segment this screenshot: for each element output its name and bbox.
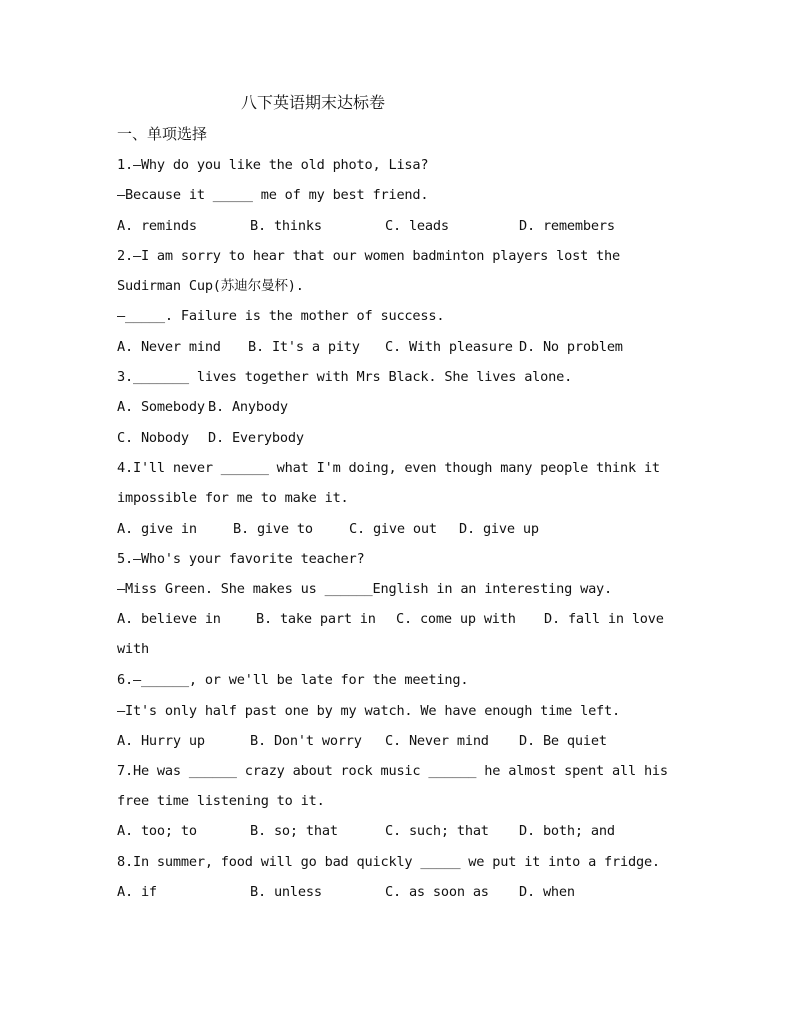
question-8-option-a[interactable]: A. if: [117, 884, 157, 900]
question-5-option-b[interactable]: B. take part in: [256, 611, 376, 627]
question-8-option-b[interactable]: B. unless: [250, 884, 322, 900]
question-4-option-d[interactable]: D. give up: [459, 521, 539, 537]
question-5-answer-line: —Miss Green. She makes us ______English in an interesting way.: [117, 581, 613, 597]
question-7-stem: 7.He was ______ crazy about rock music ______ he almost spent all his: [117, 763, 668, 779]
question-3-option-c[interactable]: C. Nobody: [117, 430, 189, 446]
question-7-option-d[interactable]: D. both; and: [519, 823, 615, 839]
question-6-option-a[interactable]: A. Hurry up: [117, 733, 205, 749]
question-5-option-a[interactable]: A. believe in: [117, 611, 221, 627]
question-3-stem: 3._______ lives together with Mrs Black. She lives alone.: [117, 369, 573, 385]
question-7-option-b[interactable]: B. so; that: [250, 823, 338, 839]
question-7-stem-continued: free time listening to it.: [117, 793, 325, 809]
question-7-option-a[interactable]: A. too; to: [117, 823, 197, 839]
question-7-option-c[interactable]: C. such; that: [385, 823, 489, 839]
question-6-option-b[interactable]: B. Don't worry: [250, 733, 362, 749]
question-2-answer-line: —_____. Failure is the mother of success.: [117, 308, 445, 324]
question-1-option-a[interactable]: A. reminds: [117, 218, 197, 234]
question-6-answer-line: —It's only half past one by my watch. We have enough time left.: [117, 703, 621, 719]
page-title: 八下英语期末达标卷: [241, 93, 386, 112]
question-2-stem-continued: Sudirman Cup(苏迪尔曼杯).: [117, 278, 304, 294]
question-2-option-a[interactable]: A. Never mind: [117, 339, 221, 355]
question-6-option-c[interactable]: C. Never mind: [385, 733, 489, 749]
question-4-option-b[interactable]: B. give to: [233, 521, 313, 537]
question-2-option-b[interactable]: B. It's a pity: [248, 339, 360, 355]
question-5-option-c[interactable]: C. come up with: [396, 611, 516, 627]
question-8-stem: 8.In summer, food will go bad quickly _____ we put it into a fridge.: [117, 854, 660, 870]
section-heading: 一、单项选择: [117, 125, 208, 143]
question-1-option-b[interactable]: B. thinks: [250, 218, 322, 234]
question-1-option-d[interactable]: D. remembers: [519, 218, 615, 234]
question-3-option-b[interactable]: B. Anybody: [208, 399, 288, 415]
question-8-option-d[interactable]: D. when: [519, 884, 575, 900]
question-2-option-c[interactable]: C. With pleasure: [385, 339, 513, 355]
question-6-option-d[interactable]: D. Be quiet: [519, 733, 607, 749]
question-4-stem: 4.I'll never ______ what I'm doing, even though many people think it: [117, 460, 660, 476]
question-3-option-a[interactable]: A. Somebody: [117, 399, 205, 415]
question-1-stem: 1.—Why do you like the old photo, Lisa?: [117, 157, 429, 173]
question-5-stem: 5.—Who's your favorite teacher?: [117, 551, 365, 567]
question-4-stem-continued: impossible for me to make it.: [117, 490, 349, 506]
question-5-option-d-continued[interactable]: with: [117, 641, 149, 657]
question-5-option-d[interactable]: D. fall in love: [544, 611, 664, 627]
question-1-option-c[interactable]: C. leads: [385, 218, 449, 234]
question-2-stem: 2.—I am sorry to hear that our women badminton players lost the: [117, 248, 621, 264]
question-2-option-d[interactable]: D. No problem: [519, 339, 623, 355]
question-3-option-d[interactable]: D. Everybody: [208, 430, 304, 446]
question-4-option-a[interactable]: A. give in: [117, 521, 197, 537]
question-8-option-c[interactable]: C. as soon as: [385, 884, 489, 900]
question-6-stem: 6.—______, or we'll be late for the meeting.: [117, 672, 469, 688]
question-1-answer-line: —Because it _____ me of my best friend.: [117, 187, 429, 203]
question-4-option-c[interactable]: C. give out: [349, 521, 437, 537]
